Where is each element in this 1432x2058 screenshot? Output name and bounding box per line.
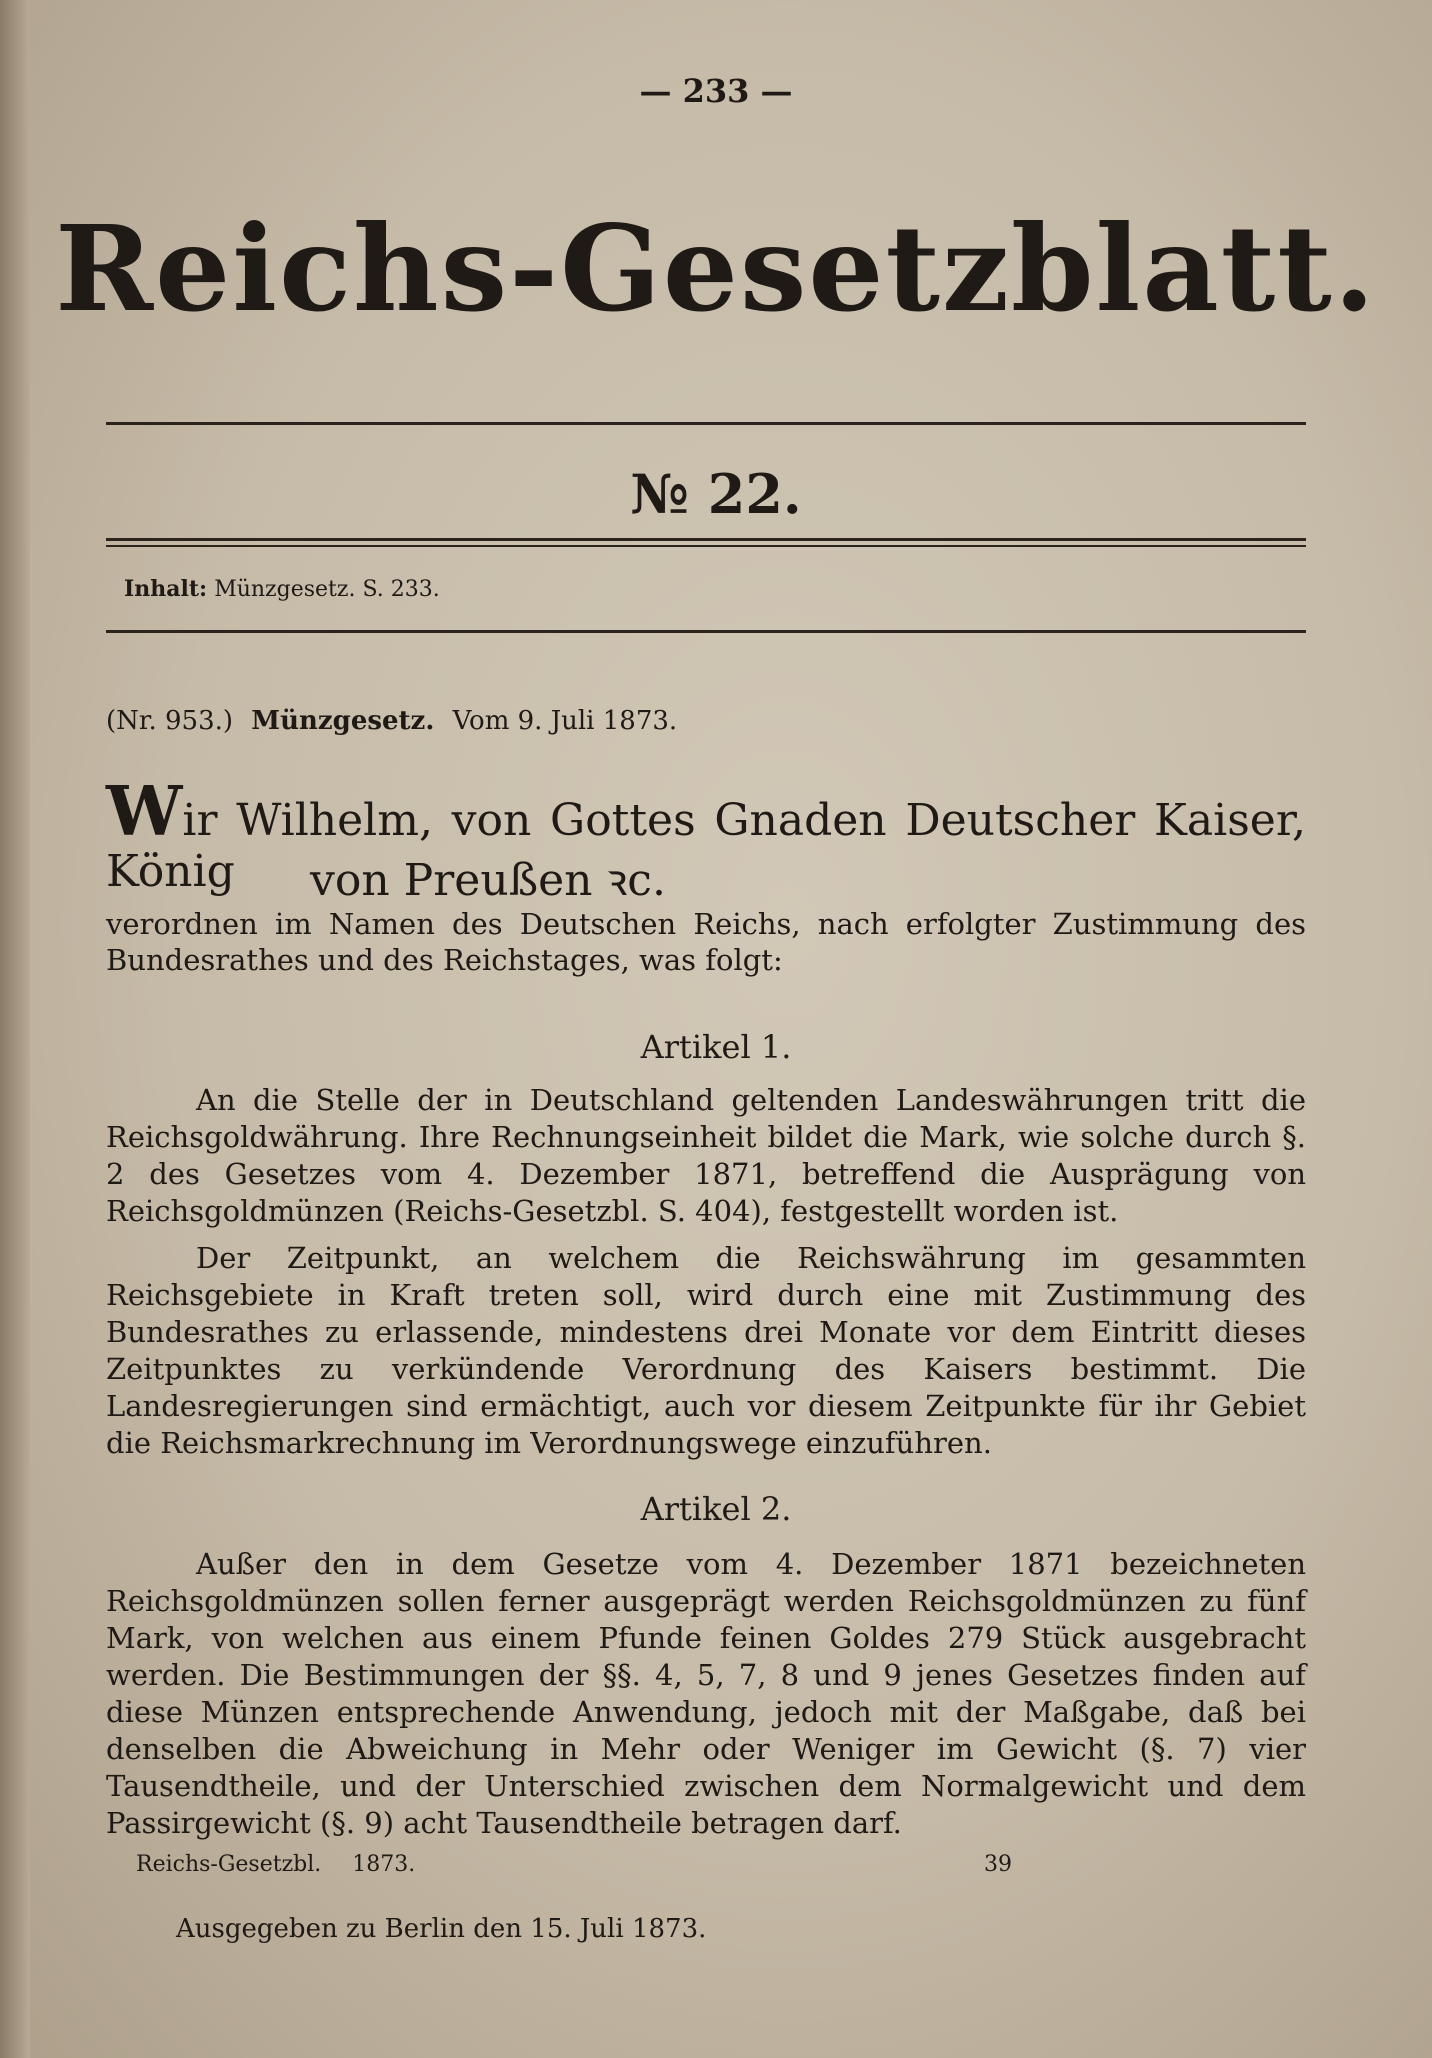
contents-text: Münzgesetz. S. 233. (214, 577, 440, 602)
intro-paragraph: verordnen im Namen des Deutschen Reichs, nach erfolgter Zustimmung des Bundesrathes und des Reichstages, was folgt: (106, 907, 1306, 977)
contents-label: Inhalt: (124, 576, 208, 602)
article-1-paragraph-1: An die Stelle der in Deutschland geltenden Landeswährungen tritt die Reichsgoldwährung. Ihre Rechnungseinheit bildet die Mark, wie solche durch §. 2 des Gesetzes vom 4. Dezember 1871, betreffend die Ausprägung von Reichsgoldmünzen (Reichs-Gesetzbl. S. 404), festgestellt worden ist. (106, 1083, 1306, 1228)
footer-year: 1873. (352, 1852, 416, 1877)
page-number: — 233 — (639, 72, 793, 110)
double-rule-top (106, 538, 1306, 541)
law-number: (Nr. 953.) (106, 706, 234, 736)
law-reference (106, 706, 677, 736)
masthead-title: Reichs-Gesetzblatt. (55, 199, 1377, 338)
law-date: Vom 9. Juli 1873. (452, 706, 678, 736)
article-1-heading: Artikel 1. (640, 1028, 792, 1066)
contents-line (124, 576, 440, 602)
law-title: Münzgesetz. (251, 706, 435, 736)
rule-under-masthead (106, 422, 1306, 425)
footer-signature (136, 1852, 439, 1877)
declaration-line-2: von Preußen ꝛc. (310, 855, 666, 906)
declaration-line-1-rest: ir Wilhelm, von Gottes Gnaden Deutscher Kaiser, König (106, 795, 1306, 897)
footer-sheet-number: 39 (984, 1852, 1012, 1877)
article-2-paragraph-1: Außer den in dem Gesetze vom 4. Dezember 1871 bezeichneten Reichsgoldmünzen sollen ferner ausgeprägt werden Reichsgoldmünzen zu fünf Mark, von welchen aus einem Pfunde feinen Goldes 279 Stück ausgebracht werden. Die Bestimmungen der §§. 4, 5, 7, 8 und 9 jenes Gesetzes finden auf diese Münzen entsprechende Anwendung, jedoch mit der Maßgabe, daß bei denselben die Abweichung in Mehr oder Weniger im Gewicht (§. 7) vier Tausendtheile, und der Unterschied zwischen dem Normalgewicht und dem Passirgewicht (§. 9) acht Tausendtheile betragen darf. (106, 1547, 1306, 1840)
issued-line: Ausgegeben zu Berlin den 15. Juli 1873. (176, 1914, 707, 1944)
rule-under-contents (106, 630, 1306, 633)
footer-journal: Reichs-Gesetzbl. (136, 1852, 322, 1877)
article-1-paragraph-2: Der Zeitpunkt, an welchem die Reichswährung im gesammten Reichsgebiete in Kraft treten soll, wird durch eine mit Zustimmung des Bundesrathes zu erlassende, mindestens drei Monate vor dem Eintritt dieses Zeitpunktes zu verkündende Verordnung des Kaisers bestimmt. Die Landesregierungen sind ermächtigt, auch vor diesem Zeitpunkte für ihr Gebiet die Reichsmarkrechnung im Verordnungswege einzuführen. (106, 1241, 1306, 1460)
decorated-initial: W (106, 772, 183, 852)
double-rule-bottom (106, 545, 1306, 547)
declaration-line-1 (106, 772, 1306, 897)
issue-number: № 22. (630, 462, 802, 526)
article-2-heading: Artikel 2. (640, 1490, 792, 1528)
